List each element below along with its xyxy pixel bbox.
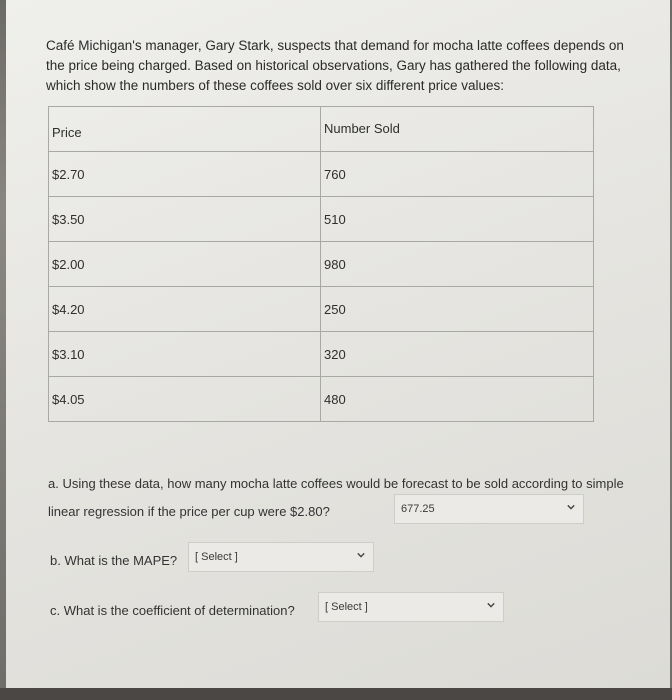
part-b-answer-select[interactable]	[188, 542, 374, 572]
number-sold-cell: 250	[321, 287, 594, 332]
header-price: Price	[49, 107, 321, 152]
part-a-selected-value: 677.25	[401, 503, 435, 515]
question-part-c: c. What is the coefficient of determination?	[50, 603, 295, 618]
part-b-selected-value: [ Select ]	[195, 551, 238, 563]
price-cell: $4.05	[49, 377, 321, 422]
table-row	[49, 332, 594, 377]
part-a-answer-select[interactable]	[394, 494, 584, 524]
part-c-answer-select[interactable]	[318, 592, 504, 622]
table-row	[49, 197, 594, 242]
number-sold-cell: 510	[321, 197, 594, 242]
number-sold-cell: 320	[321, 332, 594, 377]
header-number-sold: Number Sold	[321, 107, 594, 152]
question-intro: Café Michigan's manager, Gary Stark, suspects that demand for mocha latte coffees depends on the price being charged. Based on historical observations, Gary has gathered the following data, which show the numbers of these coffees sold over six different price values:	[46, 38, 624, 93]
quiz-page	[6, 0, 670, 688]
data-table	[48, 106, 594, 422]
price-cell: $4.20	[49, 287, 321, 332]
price-cell: $2.70	[49, 152, 321, 197]
bottom-edge	[0, 688, 672, 700]
table-row	[49, 287, 594, 332]
table-row	[49, 152, 594, 197]
number-sold-cell: 480	[321, 377, 594, 422]
number-sold-cell: 760	[321, 152, 594, 197]
table-row	[49, 377, 594, 422]
table-header-row	[49, 107, 594, 152]
part-c-selected-value: [ Select ]	[325, 601, 368, 613]
chevron-down-icon	[487, 601, 495, 609]
price-cell: $2.00	[49, 242, 321, 287]
chevron-down-icon	[567, 503, 575, 511]
table-row	[49, 242, 594, 287]
price-cell: $3.10	[49, 332, 321, 377]
question-part-a: a. Using these data, how many mocha latte coffees would be forecast to be sold according to simple linear regression if the price per cup were $2.80?	[48, 476, 624, 519]
question-part-b: b. What is the MAPE?	[50, 553, 178, 568]
price-cell: $3.50	[49, 197, 321, 242]
number-sold-cell: 980	[321, 242, 594, 287]
chevron-down-icon	[357, 551, 365, 559]
